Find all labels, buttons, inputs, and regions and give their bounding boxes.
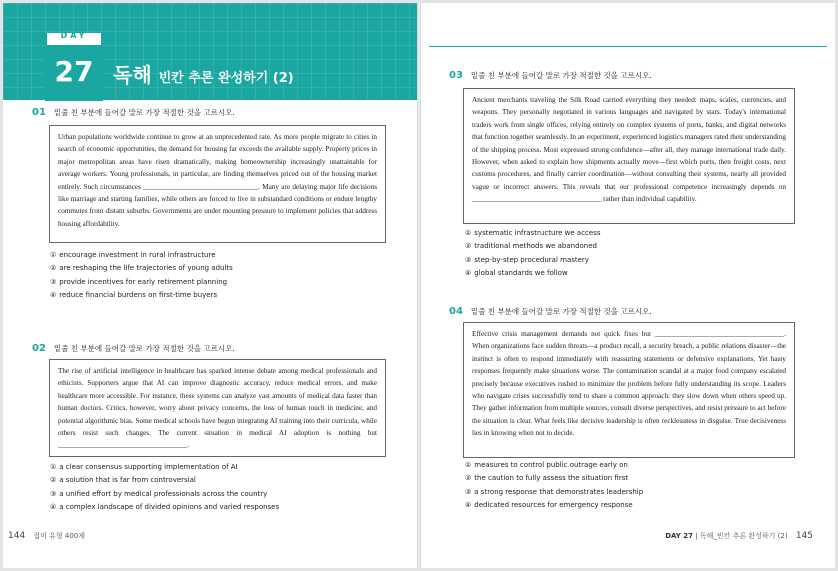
question-01-passage: Urban populations worldwide continue to grow at an unprecedented rate. As more people migrate to cities in search of economic opportunities, the demand for housing far exceeds the available supply. Property prices in major metropolitan areas have risen dramatically, making homeownership increasingly unattainable for average workers. Young professionals, in particular, are finding themselves priced out of the housing market entirely. Such circumstances ________________________________. Many are delaying major life decisions like marriage and starting families, while others are forced to live in substandard conditions or endure lengthy commutes from distant suburbs. Governments are under mounting pressure to implement policies that address housing affordability. xyxy=(49,125,386,243)
day-label: DAY xyxy=(60,31,88,40)
question-02-passage: The rise of artificial intelligence in healthcare has sparked intense debate among medical professionals and ethicists. Supporters argue that AI can improve diagnostic accuracy, reduce medical errors, and make healthcare more accessible. For instance, these systems can analyze vast amounts of medical data faster than human doctors. Critics, however, worry about privacy concerns, the loss of human touch in medicine, and potential algorithmic bias. Some medical schools have begun integrating AI training into their curricula, while others resist such changes. The current situation in medical AI adoption is nothing but ____________________________________. xyxy=(49,359,386,457)
book-title: 접미 유형 400제 xyxy=(33,532,86,540)
question-instruction: 밑줄 친 부분에 들어갈 말로 가장 적절한 것을 고르시오. xyxy=(53,108,235,117)
question-03-header xyxy=(449,70,652,81)
option-1[interactable]: ① a clear consensus supporting implementation of AI xyxy=(50,463,238,471)
top-rule xyxy=(429,46,827,47)
option-2[interactable]: ② a solution that is far from controversial xyxy=(50,476,196,485)
footer-separator: | xyxy=(695,532,698,540)
day-number: 27 xyxy=(45,45,103,99)
question-01-header xyxy=(32,107,235,118)
question-03-options xyxy=(465,227,601,281)
left-footer xyxy=(8,531,85,541)
title-sub: 빈칸 추론 완성하기 (2) xyxy=(158,71,294,86)
question-04-passage: Effective crisis management demands not quick fixes but ____________________________________. When organizations face sudden threats—a product recall, a security breach, a public relations disaster—the instinct is often to respond immediately with reassuring statements or defensive explanations. Yet hasty responses frequently make situations worse. The contamination scandal at a major food company escalated precisely because executives rushed to minimize the problem before fully understanding its scope. Leaders who navigate crises successfully tend to share a common approach: they slow down when others speed up. They gather information from multiple sources, consult diverse perspectives, and resist pressure to act before the situation is clear. What feels like decisive leadership is often recklessness in disguise. True decisiveness lies in knowing when not to decide. xyxy=(463,322,795,458)
question-01-options xyxy=(50,249,233,303)
option-1[interactable]: ① systematic infrastructure we access xyxy=(465,229,601,237)
question-02-header xyxy=(32,343,235,354)
option-3[interactable]: ③ a strong response that demonstrates leadership xyxy=(465,487,644,496)
question-04-header xyxy=(449,306,652,317)
question-number: 03 xyxy=(449,70,463,81)
question-number: 02 xyxy=(32,343,46,354)
page-number: 144 xyxy=(8,531,26,541)
option-4[interactable]: ④ global standards we follow xyxy=(465,269,568,278)
question-02-options xyxy=(50,461,279,515)
option-2[interactable]: ② are reshaping the life trajectories of young adults xyxy=(50,264,233,273)
question-instruction: 밑줄 친 부분에 들어갈 말로 가장 적절한 것을 고르시오. xyxy=(470,307,652,316)
right-page xyxy=(421,3,835,568)
right-footer xyxy=(665,531,813,541)
question-04-options xyxy=(465,459,643,513)
question-instruction: 밑줄 친 부분에 들어갈 말로 가장 적절한 것을 고르시오. xyxy=(470,71,652,80)
left-page xyxy=(3,3,417,568)
page-title xyxy=(113,59,294,88)
option-1[interactable]: ① measures to control public outrage early on xyxy=(465,461,628,469)
footer-section-title: 독해_빈칸 추론 완성하기 (2) xyxy=(699,532,788,540)
question-03-passage: Ancient merchants traveling the Silk Road carried everything they needed: maps, scales, currencies, and weapons. They personally negotiated in various languages and navigated by stars. Today's international traders work from single offices, relying entirely on complex systems of ports, banks, and digital networks that function together seamlessly. In an experiment, experienced logistics managers rated their understanding of the shipping process. Most expressed strong confidence—after all, they manage international trade daily. However, when asked to explain how shipments actually move—first which ports, then freight costs, next customs procedures, and finally carrier coordination—without consulting their systems, nearly all provided vague or incorrect answers. This reveals that our professional competence increasingly depends on ____________________________________ rather than individual capability. xyxy=(463,88,795,224)
option-4[interactable]: ④ dedicated resources for emergency response xyxy=(465,501,633,510)
option-3[interactable]: ③ a unified effort by medical professionals across the country xyxy=(50,489,268,498)
option-4[interactable]: ④ a complex landscape of divided opinions and varied responses xyxy=(50,503,280,512)
option-4[interactable]: ④ reduce financial burdens on first-time buyers xyxy=(50,291,218,300)
footer-day: DAY 27 xyxy=(665,532,694,540)
option-2[interactable]: ② traditional methods we abandoned xyxy=(465,242,597,251)
question-number: 04 xyxy=(449,306,463,317)
option-1[interactable]: ① encourage investment in rural infrastructure xyxy=(50,251,216,259)
option-3[interactable]: ③ step-by-step procedural mastery xyxy=(465,255,589,264)
question-instruction: 밑줄 친 부분에 들어갈 말로 가장 적절한 것을 고르시오. xyxy=(53,344,235,353)
question-number: 01 xyxy=(32,107,46,118)
title-main: 독해 xyxy=(113,63,152,87)
page-number: 145 xyxy=(795,531,813,541)
option-3[interactable]: ③ provide incentives for early retirement planning xyxy=(50,277,228,286)
option-2[interactable]: ② the caution to fully assess the situation first xyxy=(465,474,629,483)
